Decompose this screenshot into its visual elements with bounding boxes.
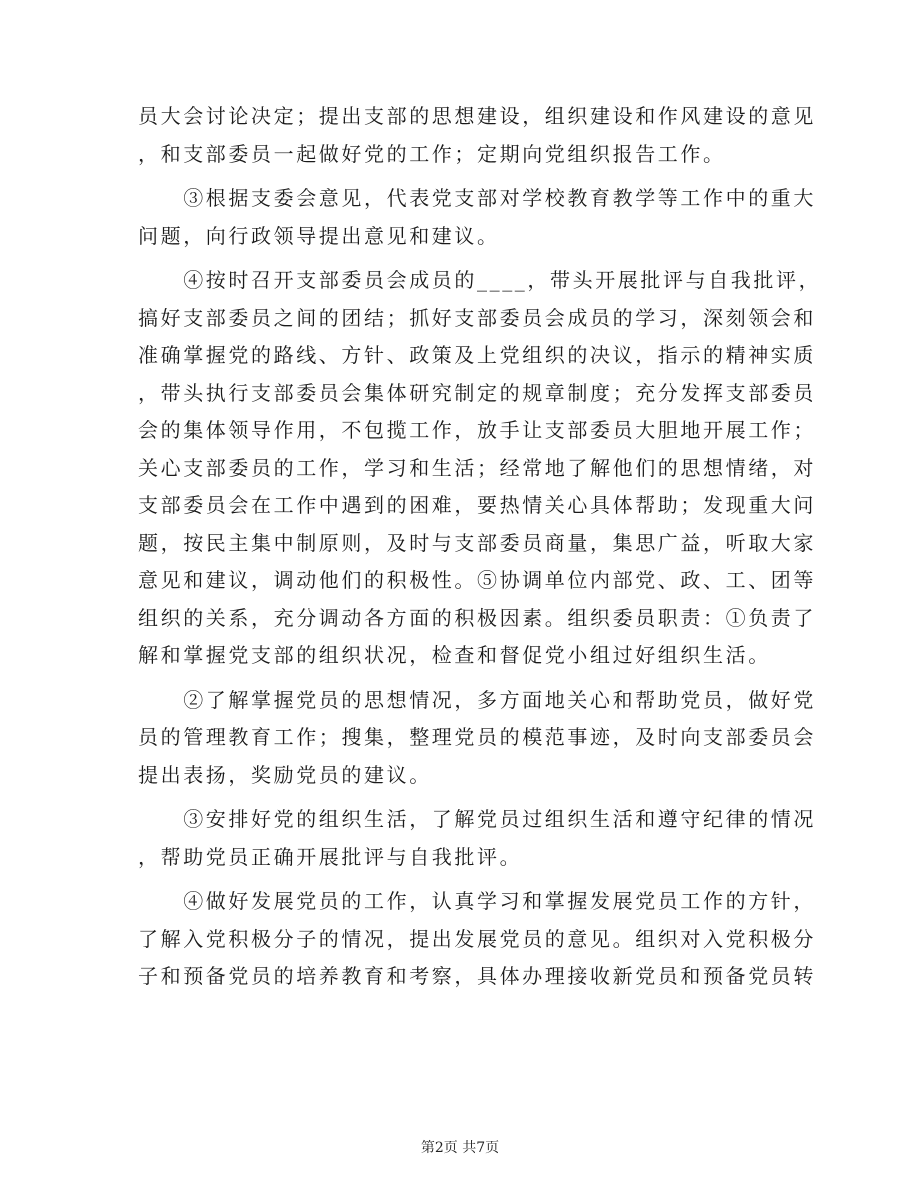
paragraph — [138, 98, 816, 173]
text-line: ，带头执行支部委员会集体研究制定的规章制度；充分发挥支部委员 — [138, 380, 816, 405]
paragraph — [138, 180, 816, 255]
paragraph — [138, 883, 816, 996]
text-line: 题，按民主集中制原则，及时与支部委员商量，集思广益，听取大家 — [138, 530, 816, 555]
text-line: ②了解掌握党员的思想情况，多方面地关心和帮助党员，做好党 — [138, 687, 816, 712]
text-line: 员的管理教育工作；搜集，整理党员的模范事迹，及时向支部委员会 — [138, 725, 816, 749]
text-line: ④按时召开支部委员会成员的____，带头开展批评与自我批评， — [138, 268, 822, 292]
text-line: 会的集体领导作用，不包揽工作，放手让支部委员大胆地开展工作； — [138, 418, 816, 442]
text-line: ④做好发展党员的工作，认真学习和掌握发展党员工作的方针， — [138, 889, 816, 913]
paragraph — [138, 262, 822, 675]
text-line: ，和支部委员一起做好党的工作；定期向党组织报告工作。 — [138, 141, 726, 166]
text-line: 子和预备党员的培养教育和考察，具体办理接收新党员和预备党员转 — [138, 964, 816, 988]
text-line: 了解入党积极分子的情况，提出发展党员的意见。组织对入党积极分 — [138, 926, 816, 951]
text-line: 员大会讨论决定；提出支部的思想建设，组织建设和作风建设的意见 — [138, 104, 816, 128]
text-line: ③安排好党的组织生活，了解党员过组织生活和遵守纪律的情况 — [138, 807, 816, 831]
text-line: 准确掌握党的路线、方针、政策及上党组织的决议，指示的精神实质 — [138, 343, 816, 367]
text-line: 搞好支部委员之间的团结；抓好支部委员会成员的学习，深刻领会和 — [138, 305, 816, 330]
text-line: 提出表扬，奖励党员的建议。 — [138, 762, 432, 787]
text-line: 关心支部委员的工作，学习和生活；经常地了解他们的思想情绪，对 — [138, 455, 816, 480]
text-line: 问题，向行政领导提出意见和建议。 — [138, 223, 500, 248]
text-line: 意见和建议，调动他们的积极性。⑤协调单位内部党、政、工、团等 — [138, 568, 816, 592]
text-line: ，帮助党员正确开展批评与自我批评。 — [138, 844, 523, 869]
page-number: 第2页 共7页 — [420, 1140, 500, 1156]
text-line: 解和掌握党支部的组织状况，检查和督促党小组过好组织生活。 — [138, 643, 771, 667]
text-line: 组织的关系，充分调动各方面的积极因素。组织委员职责：①负责了 — [138, 605, 816, 630]
document-body — [138, 98, 822, 996]
text-line: 支部委员会在工作中遇到的困难，要热情关心具体帮助；发现重大问 — [138, 493, 816, 517]
paragraph — [138, 682, 816, 795]
text-line: ③根据支委会意见，代表党支部对学校教育教学等工作中的重大 — [138, 186, 816, 210]
paragraph — [138, 801, 816, 876]
